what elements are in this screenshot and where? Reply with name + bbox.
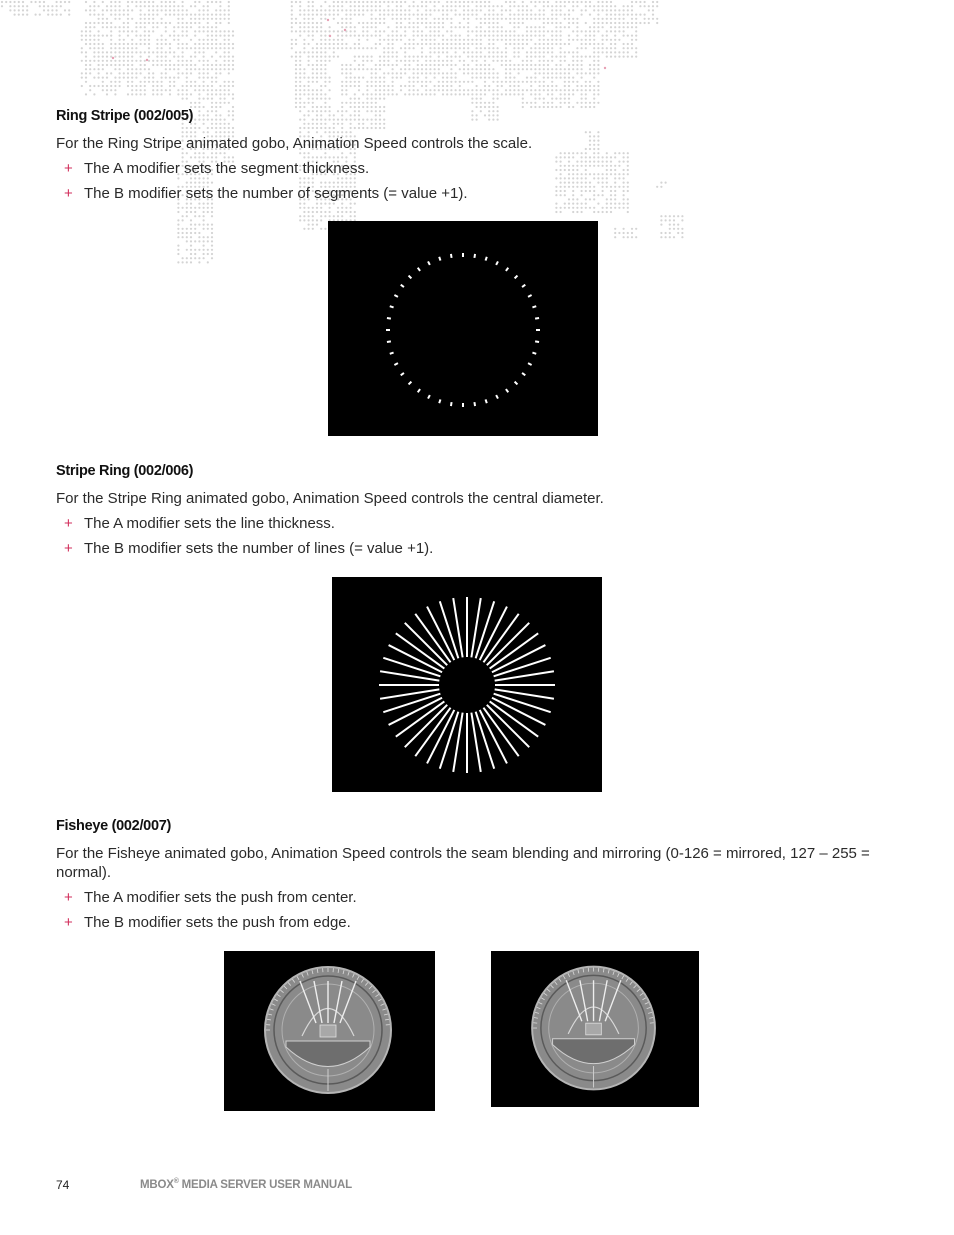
list-item <box>56 514 886 533</box>
bullet-list <box>56 514 886 558</box>
plus-icon: + <box>64 540 73 557</box>
list-item-text: The A modifier sets the segment thickness. <box>84 160 370 177</box>
page-number: 74 <box>56 1178 70 1192</box>
list-item-text: The B modifier sets the number of lines (= value +1). <box>84 540 434 557</box>
list-item-text: The A modifier sets the push from center. <box>84 889 357 906</box>
section-intro: For the Ring Stripe animated gobo, Animation Speed controls the scale. <box>56 135 533 152</box>
fisheye-gobo-image-mirrored <box>224 951 435 1111</box>
section-heading: Fisheye (002/007) <box>56 818 171 834</box>
list-item <box>56 539 886 558</box>
list-item <box>56 184 886 203</box>
section-ring-stripe <box>56 108 886 209</box>
list-item-text: The B modifier sets the push from edge. <box>84 914 351 931</box>
manual-title: MBOX® MEDIA SERVER USER MANUAL <box>140 1178 352 1191</box>
fisheye-gobo-image-normal <box>491 951 699 1107</box>
plus-icon: + <box>64 515 73 532</box>
page-footer <box>56 1178 352 1192</box>
stripe-ring-gobo-image <box>332 577 602 792</box>
bullet-list <box>56 159 886 203</box>
section-stripe-ring <box>56 463 886 564</box>
list-item <box>56 888 886 907</box>
plus-icon: + <box>64 185 73 202</box>
ring-stripe-gobo-image <box>328 221 598 436</box>
list-item <box>56 159 886 178</box>
plus-icon: + <box>64 160 73 177</box>
section-heading: Stripe Ring (002/006) <box>56 463 194 479</box>
plus-icon: + <box>64 914 73 931</box>
section-heading: Ring Stripe (002/005) <box>56 108 194 124</box>
list-item-text: The B modifier sets the number of segments (= value +1). <box>84 185 468 202</box>
list-item <box>56 913 886 932</box>
plus-icon: + <box>64 889 73 906</box>
bullet-list <box>56 888 886 932</box>
list-item-text: The A modifier sets the line thickness. <box>84 515 335 532</box>
section-intro: For the Fisheye animated gobo, Animation Speed controls the seam blending and mirroring (0-126 = mirrored, 127 – 255 = normal). <box>56 845 870 881</box>
section-fisheye <box>56 818 886 938</box>
section-intro: For the Stripe Ring animated gobo, Animation Speed controls the central diameter. <box>56 490 604 507</box>
